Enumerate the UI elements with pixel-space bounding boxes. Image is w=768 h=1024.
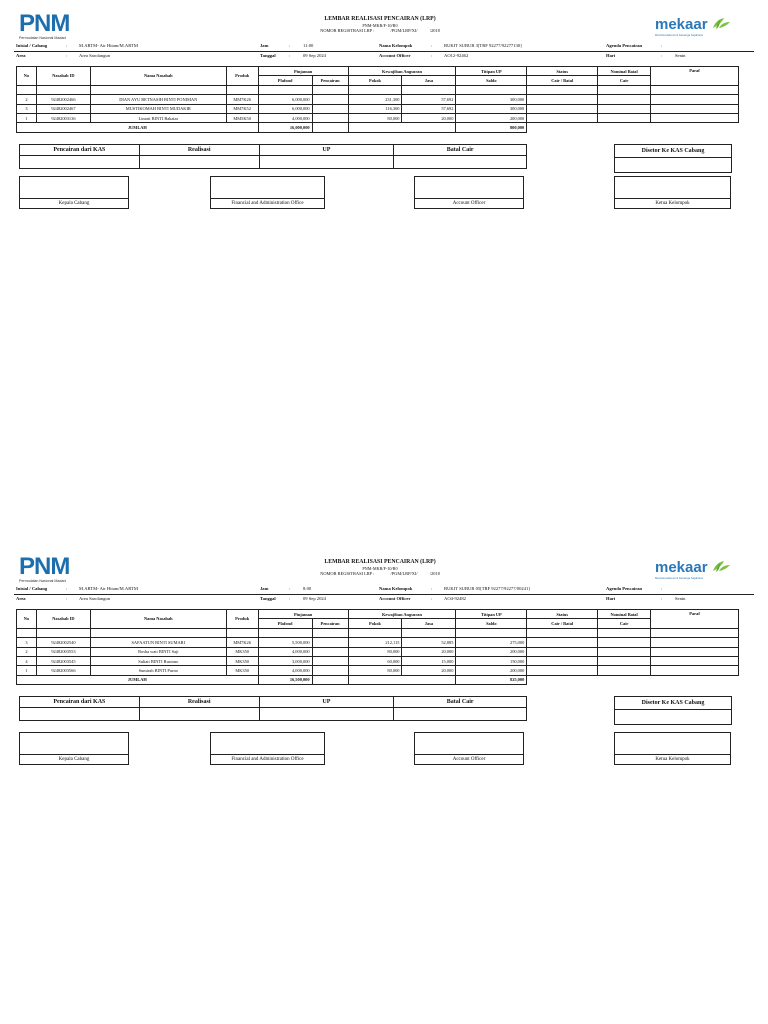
kas-batal-label: Batal Cair: [394, 697, 527, 708]
cell-jasa: 20,000: [402, 113, 456, 122]
registration-number: [260, 571, 500, 576]
cell-pencairan: [312, 647, 348, 656]
kelompok-value: BUKIT SUBUR 05[TRF 92277/92277/00241]: [444, 586, 530, 591]
th-kewajiban: Kewajiban Angsuran: [348, 67, 456, 76]
form-code: PNM-MKR/F-10/R0: [362, 566, 398, 571]
cell-produk: MM7K26: [226, 95, 258, 104]
signature-ketua-kelompok: [614, 176, 731, 208]
account-officer-label: Account Officer: [379, 53, 411, 58]
cell-produk: MM7K26: [226, 638, 258, 647]
th-nama: Nama Nasabah: [90, 67, 226, 86]
disetor-value-row: [615, 158, 732, 173]
cell-blank: [312, 675, 348, 684]
disetor-cell: [615, 158, 732, 173]
colon: :: [431, 43, 433, 48]
ao-value: AO4-92482: [444, 596, 466, 601]
area-label: Area: [16, 596, 26, 601]
kas-pencairan-label: Pencairan dari KAS: [20, 697, 140, 708]
cell-plafond: 3,000,000: [258, 656, 312, 665]
signature-fao: [210, 732, 325, 764]
colon: :: [66, 596, 68, 601]
signature-account-officer: [414, 176, 524, 208]
cell-nominal: [598, 656, 651, 665]
total-saldo: 800,000: [456, 123, 527, 132]
agenda-pencairan-label: Agenda Pencairan: [606, 586, 643, 591]
signature-box: [614, 176, 731, 199]
th-produk: Produk: [226, 610, 258, 629]
mekaar-logo: [655, 561, 708, 580]
cell-blank: [312, 123, 348, 132]
signature-box: [210, 176, 325, 199]
pnm-logo-subtitle: Permodalan Nasional Madani: [19, 36, 67, 40]
disetor-table: [614, 144, 732, 173]
kas-header-row: [20, 145, 527, 156]
cell-pencairan: [312, 104, 348, 113]
cell-nasabah-id: 92482002540: [36, 638, 90, 647]
cell-produk: MM7K52: [226, 104, 258, 113]
signature-box: [210, 732, 325, 755]
nama-kelompok-label: Nama Kelompok: [379, 586, 413, 591]
cell-blank: [527, 123, 739, 132]
th-plafond: Plafond: [258, 619, 312, 628]
cell-plafond: 4,000,000: [258, 647, 312, 656]
colon: :: [431, 53, 433, 58]
cell-no: 1: [17, 113, 37, 122]
cell-nama: Rosha wati BINTI Saji: [90, 647, 226, 656]
kas-batal-label: Batal Cair: [394, 145, 527, 156]
total-plafond: 16,500,000: [258, 675, 312, 684]
cell-pokok: 116,300: [348, 104, 402, 113]
disetor-table: [614, 696, 732, 725]
pnm-logo: [19, 10, 70, 40]
colon: :: [289, 596, 291, 601]
cell-pokok: 60,000: [348, 656, 402, 665]
form-title: LEMBAR REALISASI PENCAIRAN (LRP): [324, 559, 436, 565]
cell-nasabah-id: 92482002466: [36, 95, 90, 104]
th-kewajiban: Kewajiban Angsuran: [348, 610, 456, 619]
cell-paraf: [651, 647, 739, 656]
cell-no: 2: [17, 95, 37, 104]
cell-jasa: 20,000: [402, 647, 456, 656]
table-total-row: [17, 123, 739, 132]
th-status: Status: [527, 610, 598, 619]
kas-cell: [20, 708, 140, 721]
cell-blank: [348, 675, 456, 684]
signature-label: Ketua Kelompok: [614, 199, 731, 209]
mekaar-logo-text: mekaar: [655, 16, 708, 33]
cell-nasabah-id: 92482003566: [36, 666, 90, 675]
disetor-value-row: [615, 710, 732, 725]
colon: :: [289, 53, 291, 58]
signature-ketua-kelompok: [614, 732, 731, 764]
cell-pencairan: [312, 95, 348, 104]
cell-no: 2: [17, 647, 37, 656]
th-pinjaman: Pinjaman: [258, 67, 348, 76]
cell-jasa: 52,885: [402, 638, 456, 647]
pnm-logo-subtitle: Permodalan Nasional Madani: [19, 579, 67, 583]
cell-plafond: 4,000,000: [258, 666, 312, 675]
hari-value: Senin: [675, 596, 686, 601]
pnm-logo-text: PNM: [19, 10, 70, 37]
hari-value: Senin: [675, 53, 686, 58]
divider: [14, 51, 754, 52]
jam-value: 8:00: [303, 586, 312, 591]
kelompok-value: BUKIT SUBUR 3[TRF 92277/92277130]: [444, 43, 522, 48]
table-row: [17, 95, 739, 104]
kas-table: [19, 696, 527, 721]
mekaar-logo-subtitle: Membina Ekonomi Keluarga Sejahtera: [655, 33, 703, 37]
kas-cell: [394, 708, 527, 721]
cell-blank: [348, 123, 456, 132]
divider: [14, 594, 754, 595]
kas-cell: [259, 708, 394, 721]
cell-produk: MM5K50: [226, 113, 258, 122]
tanggal-label: Tanggal: [260, 596, 276, 601]
table-row: [17, 104, 739, 113]
cell-pokok: 80,000: [348, 666, 402, 675]
cell-nama: MUSTIKOMAH BINTI MUDAKIR: [90, 104, 226, 113]
table-row: [17, 638, 739, 647]
signature-label: Financial and Administration Office: [210, 755, 325, 765]
cell-pokok: 231,300: [348, 95, 402, 104]
lrp-form-1: [0, 10, 768, 230]
cell-status: [527, 666, 598, 675]
cell-jasa: 57,692: [402, 95, 456, 104]
kas-cell: [139, 708, 259, 721]
tanggal-value: 09 Sep 2024: [303, 53, 326, 58]
registration-mid: /PGM/LRP/XI/: [390, 571, 418, 576]
th-cair: Cair: [598, 619, 651, 628]
cell-saldo: 300,000: [456, 104, 527, 113]
kas-cell: [394, 156, 527, 169]
cell-nama: DIAN AYU RETNASIH BINTI PONIMAN: [90, 95, 226, 104]
leaf-icon: [711, 559, 731, 573]
kas-header-row: [20, 697, 527, 708]
cell-jasa: 57,692: [402, 104, 456, 113]
colon: :: [289, 43, 291, 48]
cell-status: [527, 104, 598, 113]
kas-value-row: [20, 156, 527, 169]
th-saldo: Saldo: [456, 76, 527, 85]
table-spacer-row: [17, 628, 739, 637]
th-pencairan: Pencairan: [312, 619, 348, 628]
jumlah-label: JUMLAH: [17, 123, 259, 132]
signature-fao: [210, 176, 325, 208]
area-label: Area: [16, 53, 26, 58]
cell-nama: Linarti BINTI Bakatar: [90, 113, 226, 122]
kas-up-label: UP: [259, 697, 394, 708]
th-jasa: Jasa: [402, 76, 456, 85]
table-total-row: [17, 675, 739, 684]
colon: :: [66, 586, 68, 591]
colon: :: [66, 43, 68, 48]
th-pokok: Pokok: [348, 76, 402, 85]
kas-realisasi-label: Realisasi: [139, 697, 259, 708]
th-nasabah-id: Nasabah ID: [36, 610, 90, 629]
nama-kelompok-label: Nama Kelompok: [379, 43, 413, 48]
cell-status: [527, 95, 598, 104]
nasabah-table: [16, 66, 739, 133]
kas-table: [19, 144, 527, 169]
signature-label: Account Officer: [414, 755, 524, 765]
cell-nominal: [598, 104, 651, 113]
pnm-logo-text: PNM: [19, 553, 70, 580]
cell-plafond: 6,000,000: [258, 104, 312, 113]
total-plafond: 16,000,000: [258, 123, 312, 132]
mekaar-logo: [655, 18, 708, 37]
cell-produk: MK350: [226, 656, 258, 665]
signature-label: Financial and Administration Office: [210, 199, 325, 209]
cell-status: [527, 113, 598, 122]
hari-label: Hari: [606, 53, 616, 58]
kas-cell: [259, 156, 394, 169]
cell-paraf: [651, 638, 739, 647]
cell-nasabah-id: 92482002467: [36, 104, 90, 113]
th-no: No: [17, 67, 37, 86]
ao-value: AO12-92462: [444, 53, 469, 58]
cell-paraf: [651, 113, 739, 122]
th-cair: Cair: [598, 76, 651, 85]
colon: :: [661, 596, 663, 601]
kas-up-label: UP: [259, 145, 394, 156]
kas-cell: [20, 156, 140, 169]
jumlah-label: JUMLAH: [17, 675, 259, 684]
hari-label: Hari: [606, 596, 616, 601]
inisial-cabang-label: Inisial / Cabang: [16, 586, 48, 591]
inisial-cabang-label: Inisial / Cabang: [16, 43, 48, 48]
pnm-logo: [19, 553, 70, 583]
registration-year: /2018: [429, 571, 440, 576]
cell-status: [527, 638, 598, 647]
jam-label: Jam: [260, 586, 269, 591]
cell-no: 4: [17, 656, 37, 665]
signature-kepala-cabang: [19, 732, 129, 764]
cell-saldo: 200,000: [456, 647, 527, 656]
cell-paraf: [651, 104, 739, 113]
cell-no: 1: [17, 666, 37, 675]
cell-paraf: [651, 666, 739, 675]
cell-nama: Suliati BINTI Rustono: [90, 656, 226, 665]
tanggal-label: Tanggal: [260, 53, 276, 58]
th-pokok: Pokok: [348, 619, 402, 628]
cell-pokok: 212,115: [348, 638, 402, 647]
th-plafond: Plafond: [258, 76, 312, 85]
cabang-value: M.ARTM- Air Hitam/M.ARTM: [79, 586, 138, 591]
form-code: PNM-MKR/F-10/R0: [362, 23, 398, 28]
cell-jasa: 20,000: [402, 666, 456, 675]
signature-account-officer: [414, 732, 524, 764]
cell-no: 3: [17, 104, 37, 113]
cell-saldo: 300,000: [456, 95, 527, 104]
signature-box: [614, 732, 731, 755]
form-info: [0, 43, 768, 63]
th-titipan: Titipan UP: [456, 67, 527, 76]
cell-nasabah-id: 92482003553: [36, 647, 90, 656]
cell-pencairan: [312, 666, 348, 675]
signature-box: [19, 176, 129, 199]
leaf-icon: [711, 16, 731, 30]
form-title-block: [260, 16, 500, 33]
table-row: [17, 647, 739, 656]
cell-saldo: 200,000: [456, 113, 527, 122]
cell-no: 3: [17, 638, 37, 647]
cell-nominal: [598, 95, 651, 104]
kas-pencairan-label: Pencairan dari KAS: [20, 145, 140, 156]
colon: :: [431, 586, 433, 591]
th-pinjaman: Pinjaman: [258, 610, 348, 619]
cell-saldo: 275,000: [456, 638, 527, 647]
agenda-pencairan-label: Agenda Pencairan: [606, 43, 643, 48]
total-saldo: 825,000: [456, 675, 527, 684]
table-header-row: [17, 610, 739, 619]
cell-plafond: 5,500,000: [258, 638, 312, 647]
lrp-form-2: [0, 553, 768, 773]
kas-value-row: [20, 708, 527, 721]
signature-label: Account Officer: [414, 199, 524, 209]
th-no: No: [17, 610, 37, 629]
disetor-header-row: [615, 145, 732, 158]
th-nominal: Nominal Batal: [598, 610, 651, 619]
colon: :: [661, 43, 663, 48]
cell-status: [527, 656, 598, 665]
registration-label: NOMOR REGISTRASI LRP :: [320, 571, 375, 576]
table-row: [17, 656, 739, 665]
area-value: Area Sarolangun: [79, 596, 110, 601]
th-nama: Nama Nasabah: [90, 610, 226, 629]
cell-paraf: [651, 95, 739, 104]
registration-year: /2018: [429, 28, 440, 33]
jam-value: 11:00: [303, 43, 314, 48]
disetor-cell: [615, 710, 732, 725]
cell-blank: [527, 675, 739, 684]
signature-label: Kepala Cabang: [19, 755, 129, 765]
cell-pencairan: [312, 113, 348, 122]
colon: :: [289, 586, 291, 591]
cell-produk: MK350: [226, 647, 258, 656]
th-saldo: Saldo: [456, 619, 527, 628]
th-nasabah-id: Nasabah ID: [36, 67, 90, 86]
kas-cell: [139, 156, 259, 169]
registration-label: NOMOR REGISTRASI LRP :: [320, 28, 375, 33]
mekaar-logo-subtitle: Membina Ekonomi Keluarga Sejahtera: [655, 576, 703, 580]
signature-label: Ketua Kelompok: [614, 755, 731, 765]
cell-nasabah-id: 92482003136: [36, 113, 90, 122]
th-cair-batal: Cair / Batal: [527, 619, 598, 628]
cell-nama: SAFAATUN BINTI SUMARI: [90, 638, 226, 647]
cell-paraf: [651, 656, 739, 665]
cell-pokok: 80,000: [348, 113, 402, 122]
table-row: [17, 666, 739, 675]
cell-nominal: [598, 647, 651, 656]
form-title-block: [260, 559, 500, 576]
registration-mid: /PGM/LRP/XI/: [390, 28, 418, 33]
th-titipan: Titipan UP: [456, 610, 527, 619]
th-paraf: Paraf: [651, 610, 739, 629]
disetor-label: Disetor Ke KAS Cabang: [615, 145, 732, 158]
tanggal-value: 09 Sep 2024: [303, 596, 326, 601]
cell-nasabah-id: 92482003545: [36, 656, 90, 665]
signature-label: Kepala Cabang: [19, 199, 129, 209]
disetor-header-row: [615, 697, 732, 710]
area-value: Area Sarolangun: [79, 53, 110, 58]
signature-box: [414, 732, 524, 755]
th-nominal: Nominal Batal: [598, 67, 651, 76]
th-paraf: Paraf: [651, 67, 739, 86]
cell-nominal: [598, 638, 651, 647]
disetor-label: Disetor Ke KAS Cabang: [615, 697, 732, 710]
cell-nominal: [598, 666, 651, 675]
signature-box: [19, 732, 129, 755]
signature-box: [414, 176, 524, 199]
nasabah-table: [16, 609, 739, 685]
th-pencairan: Pencairan: [312, 76, 348, 85]
cell-produk: MK350: [226, 666, 258, 675]
cell-saldo: 200,000: [456, 666, 527, 675]
colon: :: [661, 53, 663, 58]
signature-kepala-cabang: [19, 176, 129, 208]
cabang-value: M.ARTM- Air Hitam/M.ARTM: [79, 43, 138, 48]
cell-pokok: 80,000: [348, 647, 402, 656]
cell-pencairan: [312, 656, 348, 665]
table-header-row: [17, 67, 739, 76]
th-produk: Produk: [226, 67, 258, 86]
kas-realisasi-label: Realisasi: [139, 145, 259, 156]
cell-saldo: 150,000: [456, 656, 527, 665]
cell-plafond: 6,000,000: [258, 95, 312, 104]
table-spacer-row: [17, 85, 739, 94]
mekaar-logo-text: mekaar: [655, 559, 708, 576]
cell-jasa: 15,000: [402, 656, 456, 665]
colon: :: [661, 586, 663, 591]
table-row: [17, 113, 739, 122]
form-info: [0, 586, 768, 606]
cell-nama: Sumirah BINTI Purno: [90, 666, 226, 675]
th-status: Status: [527, 67, 598, 76]
cell-plafond: 4,000,000: [258, 113, 312, 122]
jam-label: Jam: [260, 43, 269, 48]
registration-number: [260, 28, 500, 33]
cell-pencairan: [312, 638, 348, 647]
th-jasa: Jasa: [402, 619, 456, 628]
colon: :: [431, 596, 433, 601]
cell-status: [527, 647, 598, 656]
cell-nominal: [598, 113, 651, 122]
th-cair-batal: Cair / Batal: [527, 76, 598, 85]
account-officer-label: Account Officer: [379, 596, 411, 601]
form-title: LEMBAR REALISASI PENCAIRAN (LRP): [324, 16, 436, 22]
colon: :: [66, 53, 68, 58]
